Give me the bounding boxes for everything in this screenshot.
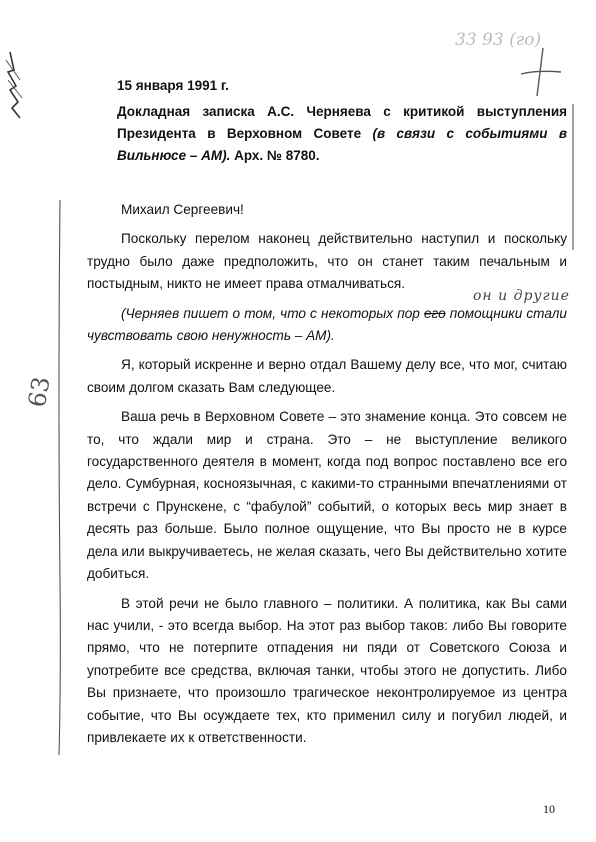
margin-scribble-mark <box>2 50 28 120</box>
margin-line-left <box>55 200 65 760</box>
document-date: 15 января 1991 г. <box>117 78 229 93</box>
salutation: Михаил Сергеевич! <box>121 202 244 217</box>
paragraph-3: Я, который искренне и верно отдал Вашему делу все, что мог, считаю своим долгом сказать Вам следующее. <box>87 357 567 395</box>
paragraph-2-start: (Черняев пишет о том, что с некоторых пор <box>121 305 424 321</box>
document-body <box>87 199 570 756</box>
archive-stamp: 33 93 (го) <box>455 30 542 50</box>
margin-note: 63 <box>22 374 56 410</box>
title-bold-text: Докладная записка А.С. Черняева с критикой выступления Президента в Верховном Совете <box>117 104 567 141</box>
margin-line-right <box>569 104 577 254</box>
title-italic-text: (в связи с событиями в Вильнюсе – АМ). <box>117 126 567 163</box>
struck-word: его <box>423 305 446 321</box>
archive-reference: Арх. № 8780. <box>230 148 320 163</box>
document-title <box>117 101 567 167</box>
page-number: 10 <box>543 802 555 816</box>
paragraph-2-note <box>87 287 570 348</box>
paragraph-1: Поскольку перелом наконец действительно наступил и поскольку трудно было даже предположить, что он станет таким печальным и постыдным, никто не имеет права отмалчиваться. <box>87 231 567 292</box>
paragraph-5: В этой речи не было главного – политики. А политика, как Вы сами нас учили, - это всегда выбор. На этот раз выбор таков: либо Вы говорите прямо, что не потерпите отпадения ни пяди от Советского Союза и употребите все средства, включая танки, чтобы этого не допустить. Либо Вы признаете, что произошло трагическое неконтролируемое из центра событие, что Вы осуждаете тех, кто применил силу и погубил людей, и привлекаете их к ответственности. <box>87 595 567 745</box>
paragraph-4: Ваша речь в Верховном Совете – это знамение конца. Это совсем не то, что ждали мир и страна. Это – не выступление великого государственного деятеля в момент, когда под вопрос поставлено все его дело. Сумбурная, косноязычная, с какими-то странными впечатлениями от встречи с Прунскене, с “фабулой” событий, о которых весь мир знает в десять раз больше. Было полное ощущение, что Вы просто не в курсе дела или выкручиваетесь, не желая сказать, чего Вы действительно хотите добиться. <box>87 409 567 582</box>
paragraph-2-end: помощники стали чувствовать свою ненужность – АМ). <box>87 305 567 344</box>
handwritten-insertion: он и другие <box>473 287 570 304</box>
document-heading <box>117 75 567 167</box>
